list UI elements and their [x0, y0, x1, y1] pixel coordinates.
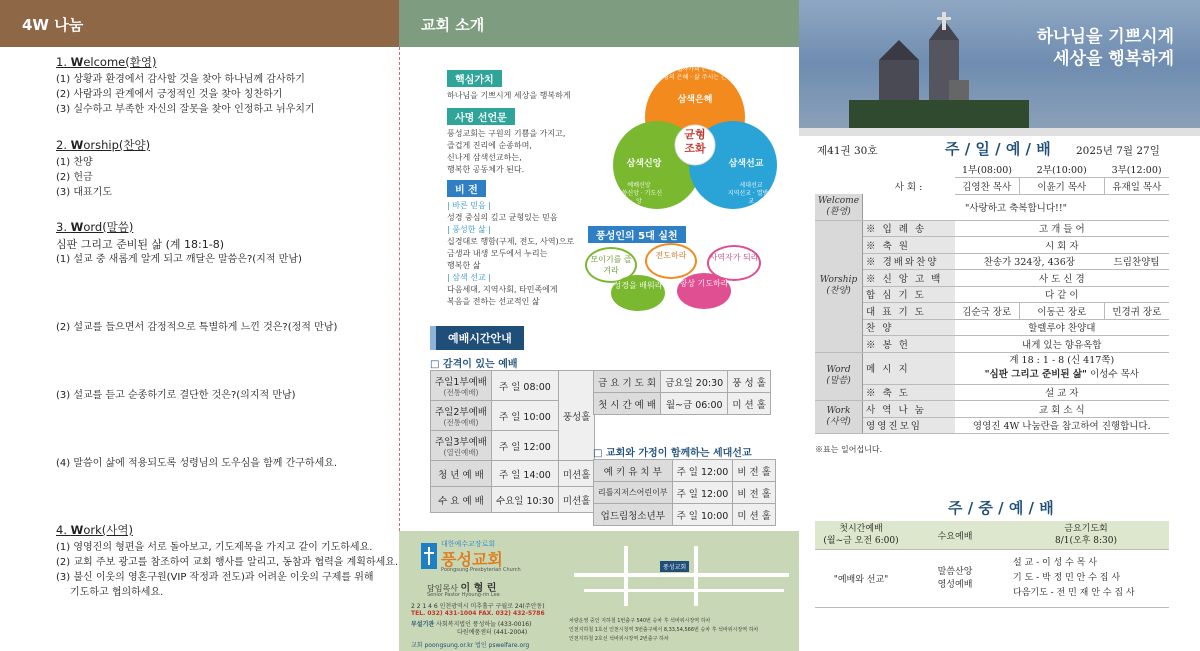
vision-block: 비 전 | 바른 믿음 | 성경 중심의 깊고 균형있는 믿음 | 풍성한 삶 | 십경대로 행함(구제, 전도, 사역)으로 금생과 내생 모두에서 누리는 행복한 삶 | 삼색 선교 | 다음세대, 지역사회, 타민족에게 복음을 전하는 선교적인 삶: [447, 178, 574, 308]
worship-item: (2) 헌금: [56, 172, 93, 183]
word-subtitle: 심판 그리고 준비된 삶 (계 18:1-8): [56, 238, 224, 251]
directions: 차량운영 중인 지하철 1번출구 540번 승차 후 석바위시장역 하차 인천지하철 1호선 인천시청역 3번출구에서 8,33,54,566번 승차 후 석바위시장역 하차 인천지하철 2호선 석바위시장역 2번출구 하차: [569, 618, 759, 642]
welcome-item: (1) 상황과 환경에서 감사할 것을 찾아 하나님께 감사하기: [56, 74, 305, 85]
mission-block: 사명 선언문 풍성교회는 구원의 기쁨을 가지고, 즐겁게 진리에 순종하며, 신나게 삼색선교하는, 행복한 공동체가 된다.: [447, 106, 565, 176]
five-practices-block: [588, 224, 686, 243]
work-item: (3) 불신 이웃의 영혼구원(VIP 작정과 전도)과 어려운 이웃의 구제를 위해: [56, 572, 374, 583]
footnote: ※표는 일어섭니다.: [815, 445, 883, 454]
schedule-sub2: □ 교회와 가정이 함께하는 세대선교: [593, 448, 752, 459]
work-item: 기도하고 협의하세요.: [70, 587, 164, 598]
panel-4w-share: [0, 0, 399, 651]
welcome-item: (3) 실수하고 부족한 자신의 잘못을 찾아 인정하고 뉘우치기: [56, 104, 315, 115]
share-header: 4W 나눔: [0, 0, 399, 47]
five-practices-tag: 풍성인의 5대 실천: [588, 226, 686, 243]
worship-section: 2. Worship(찬양) (1) 찬양 (2) 헌금 (3) 대표기도: [56, 138, 151, 198]
bulletin-title: 주 / 일 / 예 / 배: [945, 140, 1051, 158]
work-item: (2) 교회 주보 광고를 참조하여 교회 행사를 알리고, 동참과 협력을 계획하세요.: [56, 557, 399, 568]
church-info-panel: 대한예수교장로회 풍성교회 Poongsung Presbyterian Church 담임목사 이 형 린 Senior Pastor Hyoung-rin Lee 2 2 1 4 6 인천광역시 미추홀구 구월로 24(주안동) TEL. 032) 431-1004 FAX. 032) 432-5786 부설기관 사회복지법인 풍성하늘 (433-0016) 다원예품센터 (441-2004) 교회 poongsung.or.kr 법인 pswelfare.org 풍성교회 차량운영 중인 지하철 1번출구 540번 승차 후 석바위시장역 하차 인천지하철 1호선 인천시청역 3번출구에서 8,33,54,566번 승차 후 석바위시장역 하차 인천지하철 2호선 석바위시장역 2번출구 하차: [399, 531, 799, 651]
core-value-block: [447, 68, 571, 102]
five-practices-bubbles: [585, 243, 790, 313]
word-question: (1) 설교 중 새롭게 알게 되고 깨달은 말씀은?(지적 만남): [56, 254, 302, 265]
fold-line: [399, 47, 400, 531]
schedule-title: 예배시간안내: [430, 326, 524, 350]
liturgy-table: 1부(08:00) 2부(10:00) 3부(12:00) 사 회 : 김영찬 목사 이윤기 목사 유재일 목사 Welcome (환영) "사랑하고 축복합니다!!" Worship (찬양) ※ 입 례 송 고 개 들 어 ※ 축 원 시 회 자 ※ 경배와찬양 찬송가 324장, 436장 드림찬양팀 ※ 신 앙 고 백 사 도 신 경 합 심 기 도 다 같 이 대 표 기 도 김순국 장로 이동곤 장로 민경귀 장로 찬 양 할렐루야 찬양대 ※ 봉 헌 내게 있는 향유옥합 Word (말씀) 메 시 지 계 18 : 1 - 8 (신 417쪽) "심판 그리고 준비된 삶" 이성수 목사 ※ 축 도 설 교 자 Work (사역) 사 역 나 눔 교 회 소 식 영영진모임 영영진 4W 나눔란을 참고하여 진행합니다.: [815, 161, 1169, 434]
worship-item: (3) 대표기도: [56, 187, 112, 198]
balance-label: 균형: [684, 128, 706, 141]
core-value-tag: 핵심가치: [447, 70, 502, 87]
weekday-title: 주 / 중 / 예 / 배: [948, 499, 1054, 517]
worship-item: (1) 찬양: [56, 157, 93, 168]
practice-bubble: 사역자가 되라: [707, 245, 761, 281]
mission-label: 삼색선교: [728, 159, 764, 169]
vision-tag: 비 전: [447, 180, 486, 197]
practice-bubble: 항상 기도하라: [677, 273, 731, 309]
harmony-label: 조화: [684, 142, 706, 155]
banner-slogan: 하나님을 기쁘시게 세상을 행복하게: [1036, 27, 1174, 69]
practice-bubble: 전도하라: [645, 243, 697, 279]
mission-tag: 사명 선언문: [447, 108, 515, 125]
bulletin-date: 2025년 7월 27일: [1076, 145, 1160, 157]
church-building-image: [849, 0, 1029, 128]
word-question: (2) 설교를 들으면서 감정적으로 특별하게 느낀 것은?(정적 만남): [56, 322, 338, 333]
work-item: (1) 영영진의 형편을 서로 돌아보고, 기도제목을 가지고 같이 기도하세요.: [56, 542, 373, 553]
word-section: 3. Word(말씀) 심판 그리고 준비된 삶 (계 18:1-8) (1) 설교 중 새롭게 알게 되고 깨달은 말씀은?(지적 만남) (2) 설교를 들으면서 감정적으로 특별하게 느낀 것은?(정적 만남) (3) 설교를 듣고 순종하기로 결단한 것은?(의지적 만남) (4) 말씀이 삶에 적용되도록 성령님의 도우심을 함께 간구하세요.: [56, 220, 338, 469]
work-section: 4. Work(사역) (1) 영영진의 형편을 서로 돌아보고, 기도제목을 가지고 같이 기도하세요. (2) 교회 주보 광고를 참조하여 교회 행사를 알리고, 동참과 협력을 계획하세요. (3) 불신 이웃의 영혼구원(VIP 작정과 전도)과 어려운 이웃의 구제를 위해 기도하고 협의하세요.: [56, 523, 399, 598]
weekday-table: 첫시간예배 (월~금 오전 6:00) 수요예배 금요기도회 8/1(오후 8:30) "예배와 선교" 말씀산앙 영성예배 설 교 - 이 성 수 목 사 기 도 - 박 정 민 안 수 집 사 다음기도 - 전 민 재 안 수 집 사: [815, 521, 1169, 608]
bulletin-volume: 제41권 30호: [817, 145, 878, 157]
church-name: 풍성교회: [441, 550, 503, 569]
practice-bubble: 성경을 배워라: [611, 275, 665, 311]
banner-divider: [799, 128, 1200, 136]
map-church-marker: 풍성교회: [660, 561, 689, 572]
word-question: (4) 말씀이 삶에 적용되도록 성령님의 도우심을 함께 간구하세요.: [56, 458, 338, 469]
welcome-section: 1. Welcome(환영) (1) 상황과 환경에서 감사할 것을 찾아 하나님께 감사하기 (2) 사람과의 관계에서 긍정적인 것을 찾아 칭찬하기 (3) 실수하고 부족한 자신의 잘못을 찾아 인정하고 뉘우치기: [56, 55, 315, 115]
church-banner: [799, 0, 1200, 128]
schedule-sub1: □ 감격이 있는 예배: [430, 359, 518, 370]
prayer-schedule-table: 금 요 기 도 회 금요일 20:30 풍 성 홀 첫 시 간 예 배 월~금 06:00 미 션 홀: [593, 370, 771, 415]
church-map: [564, 541, 789, 611]
cross-logo-icon: [421, 543, 437, 569]
intro-header: 교회 소개: [399, 0, 799, 47]
core-value-text: 하나님을 기쁘시게 세상을 행복하게: [447, 91, 571, 100]
welcome-item: (2) 사람과의 관계에서 긍정적인 것을 찾아 칭찬하기: [56, 89, 283, 100]
church-website: 교회 poongsung.or.kr 법인 pswelfare.org: [411, 642, 530, 649]
grace-label: 삼색은혜: [677, 95, 713, 105]
word-question: (3) 설교를 듣고 순종하기로 결단한 것은?(의지적 만남): [56, 390, 296, 401]
generation-schedule-table: 예 키 유 치 부 주 일 12:00 비 전 홀 리틀지저스어린이부 주 일 12:00 비 전 홀 업드림청소년부 주 일 10:00 미 션 홀: [593, 459, 776, 526]
worship-schedule-table: 주일1부예배 (전통예배) 주 일 08:00 풍성홀 주일2부예배 (전통예배) 주 일 10:00 주일3부예배 (열린예배) 주 일 12:00 청 년 예 배 주 일 14:00 미션홀 수 요 예 배 수요일 10:30 미션홀: [430, 370, 595, 513]
practice-bubble: 모이기를 즐겨라: [585, 247, 637, 283]
faith-label: 삼색신앙: [626, 159, 662, 169]
